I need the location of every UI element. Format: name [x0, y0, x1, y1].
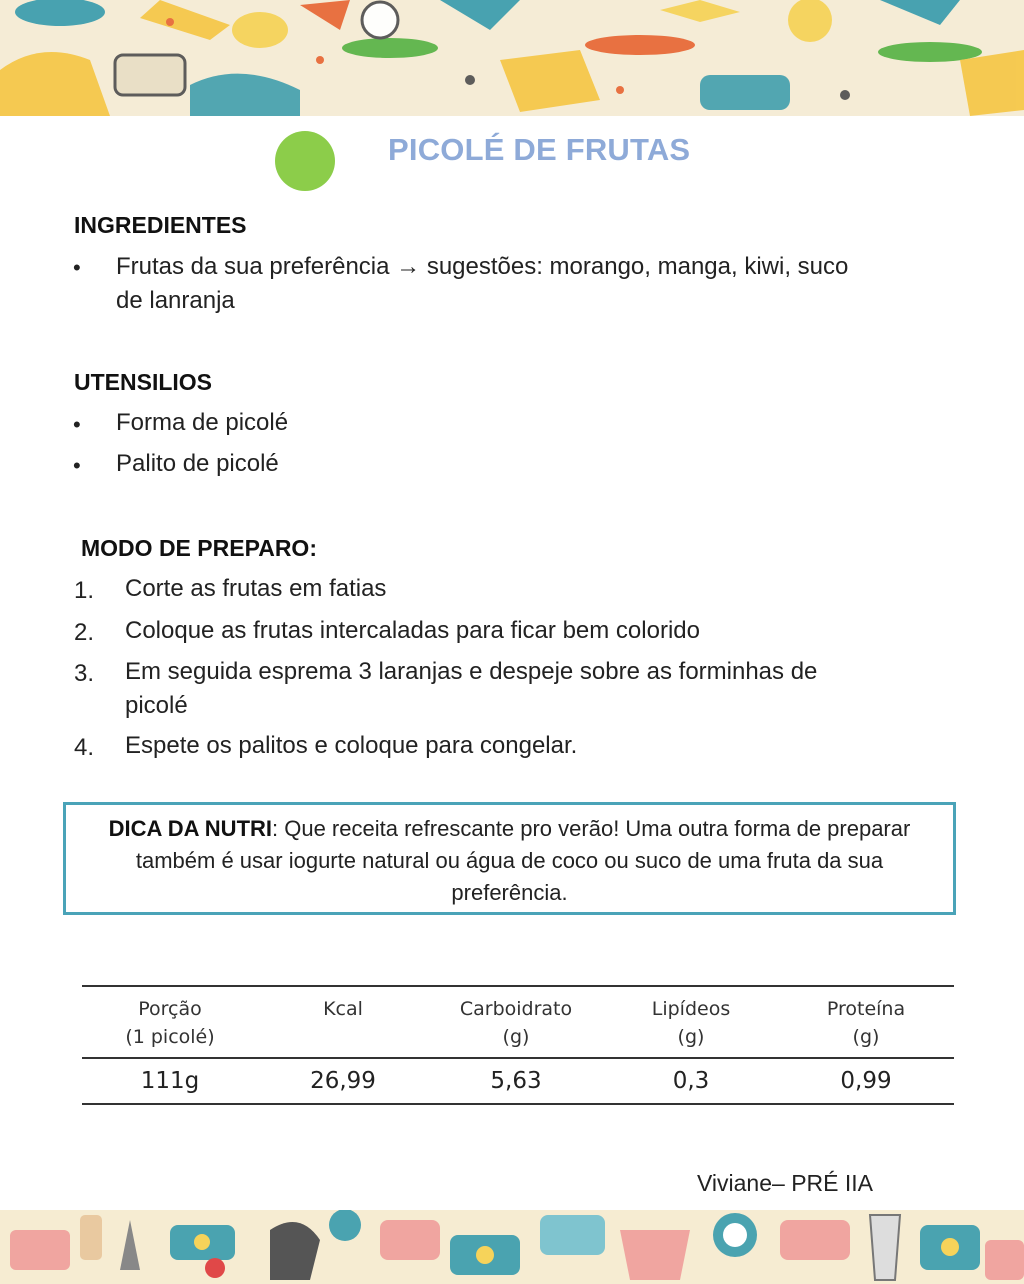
title-bullet-circle [275, 131, 335, 191]
bullet-icon: • [73, 412, 81, 437]
step-number: 4. [74, 734, 95, 761]
ingredients-heading: INGREDIENTES [74, 212, 247, 238]
utensils-heading: UTENSILIOS [74, 369, 213, 395]
kitchen-pattern-illustration [0, 0, 1024, 116]
tip-text: : Que receita refrescante pro verão! Uma outra forma de preparar também é usar iogurte natural ou água de coco ou suco de uma fruta da sua preferência. [135, 816, 911, 905]
nutrition-header-row [82, 986, 954, 1058]
column-header-kcal: Kcal [258, 986, 428, 1058]
bottom-decorative-banner [0, 1210, 1024, 1284]
cell-protein: 0,99 [778, 1058, 954, 1104]
cell-kcal: 26,99 [258, 1058, 428, 1104]
cell-lipids: 0,3 [604, 1058, 778, 1104]
column-header-carbs: Carboidrato (g) [428, 986, 604, 1058]
nutrition-table [82, 985, 954, 1105]
step-text: Coloque as frutas intercaladas para ficar bem colorido [125, 617, 700, 644]
step-text: Corte as frutas em fatias [125, 575, 387, 602]
kitchen-utensils-pattern-illustration [0, 1210, 1024, 1284]
column-header-lipids: Lipídeos (g) [604, 986, 778, 1058]
recipe-title: PICOLÉ DE FRUTAS [388, 132, 691, 167]
column-header-protein: Proteína (g) [778, 986, 954, 1058]
ingredient-item-continuation: de lanranja [116, 287, 235, 314]
nutri-tip-box [63, 802, 956, 915]
step-number: 2. [74, 619, 95, 646]
step-text: Em seguida esprema 3 laranjas e despeje sobre as forminhas de [125, 658, 818, 685]
preparation-heading: MODO DE PREPARO: [81, 535, 317, 561]
step-number: 3. [74, 660, 95, 687]
cell-portion: 111g [82, 1058, 258, 1104]
ingredient-item: Frutas da sua preferência → sugestões: morango, manga, kiwi, suco [116, 253, 849, 280]
step-text-continuation: picolé [125, 692, 188, 719]
cell-carbs: 5,63 [428, 1058, 604, 1104]
step-text: Espete os palitos e coloque para congelar. [125, 732, 578, 759]
utensil-item: Palito de picolé [116, 450, 279, 477]
utensil-item: Forma de picolé [116, 409, 289, 436]
tip-label: DICA DA NUTRI [108, 816, 273, 841]
bullet-icon: • [73, 255, 81, 280]
author-signature: Viviane– PRÉ IIA [697, 1170, 874, 1196]
bullet-icon: • [73, 453, 81, 478]
column-header-portion: Porção (1 picolé) [82, 986, 258, 1058]
table-row [82, 1058, 954, 1104]
step-number: 1. [74, 577, 95, 604]
top-decorative-banner [0, 0, 1024, 116]
